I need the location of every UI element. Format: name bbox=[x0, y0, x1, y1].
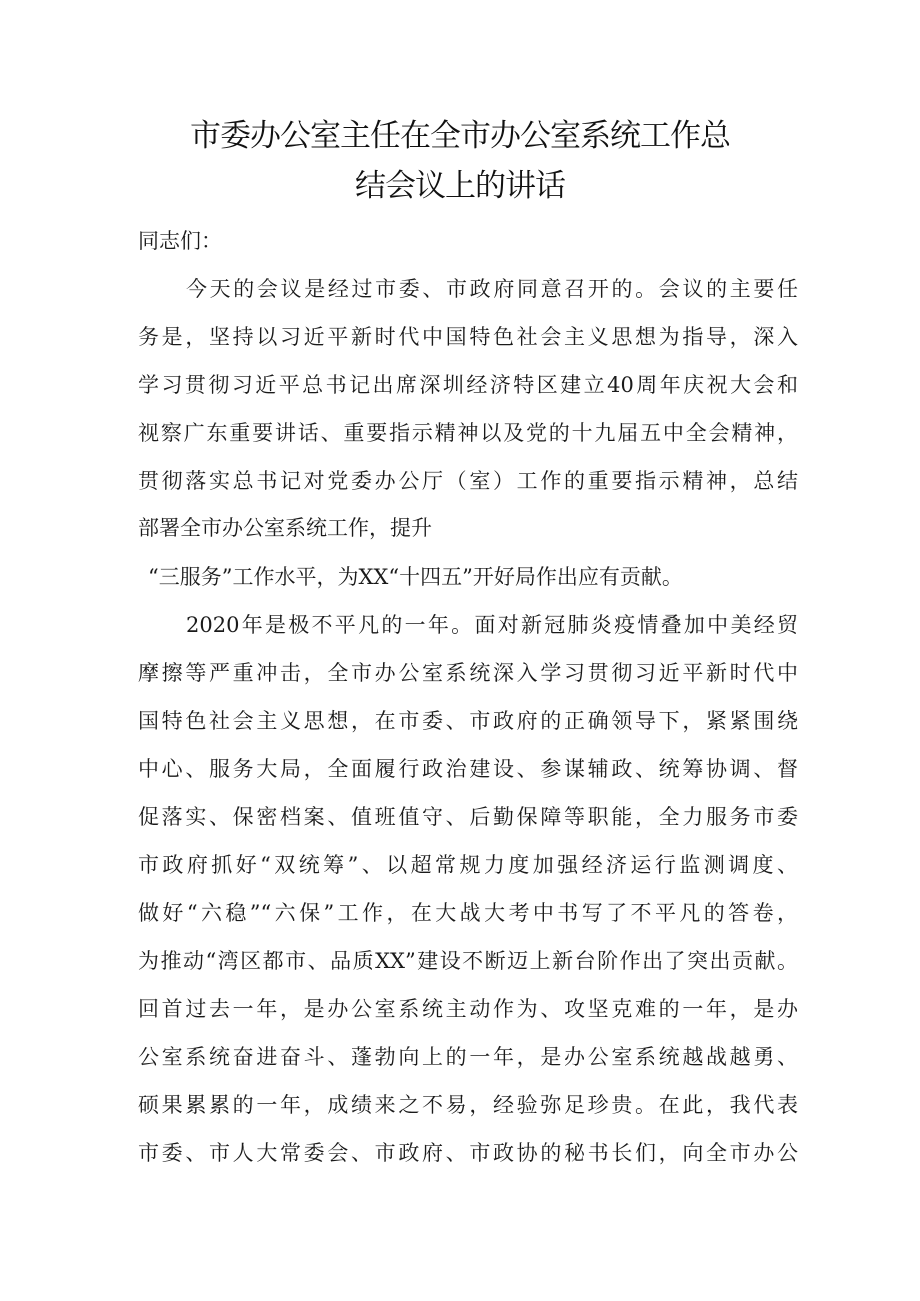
paragraph-line: 公室系统奋进奋斗、蓬勃向上的一年，是办公室系统越战越勇、 bbox=[138, 1045, 798, 1069]
paragraph-line: 今天的会议是经过市委、市政府同意召开的。会议的主要任 bbox=[186, 277, 798, 301]
paragraph-line: 做好“六稳”“六保”工作，在大战大考中书写了不平凡的答卷， bbox=[138, 901, 798, 925]
salutation: 同志们： bbox=[138, 229, 222, 253]
paragraph-line: 2020年是极不平凡的一年。面对新冠肺炎疫情叠加中美经贸 bbox=[186, 613, 798, 637]
paragraph-line: 中心、服务大局，全面履行政治建设、参谋辅政、统筹协调、督 bbox=[138, 757, 798, 781]
paragraph-line: 市政府抓好“双统筹”、以超常规力度加强经济运行监测调度、 bbox=[138, 853, 798, 877]
document-title-line-1: 市委办公室主任在全市办公室系统工作总 bbox=[190, 118, 730, 154]
paragraph-line: 务是，坚持以习近平新时代中国特色社会主义思想为指导，深入 bbox=[138, 325, 798, 349]
paragraph-line: 回首过去一年，是办公室系统主动作为、攻坚克难的一年，是办 bbox=[138, 997, 798, 1021]
paragraph-line: 学习贯彻习近平总书记出席深圳经济特区建立40周年庆祝大会和 bbox=[138, 373, 798, 397]
paragraph-line: 为推动“湾区都市、品质XX”建设不断迈上新台阶作出了突出贡献。 bbox=[138, 949, 798, 973]
paragraph-line: 视察广东重要讲话、重要指示精神以及党的十九届五中全会精神， bbox=[138, 421, 798, 445]
paragraph-line: 国特色社会主义思想，在市委、市政府的正确领导下，紧紧围绕 bbox=[138, 709, 798, 733]
paragraph-line: 促落实、保密档案、值班值守、后勤保障等职能，全力服务市委 bbox=[138, 805, 798, 829]
paragraph-line: 硕果累累的一年，成绩来之不易，经验弥足珍贵。在此，我代表 bbox=[138, 1093, 798, 1117]
paragraph-line: “三服务”工作水平，为XX“十四五”开好局作出应有贡献。 bbox=[148, 565, 683, 589]
paragraph-line: 摩擦等严重冲击，全市办公室系统深入学习贯彻习近平新时代中 bbox=[138, 661, 798, 685]
paragraph-line: 市委、市人大常委会、市政府、市政协的秘书长们，向全市办公 bbox=[138, 1141, 798, 1165]
paragraph-line: 贯彻落实总书记对党委办公厅（室）工作的重要指示精神，总结 bbox=[138, 469, 798, 493]
document-title-line-2: 结会议上的讲话 bbox=[355, 168, 565, 204]
paragraph-line: 部署全市办公室系统工作，提升 bbox=[138, 516, 432, 540]
